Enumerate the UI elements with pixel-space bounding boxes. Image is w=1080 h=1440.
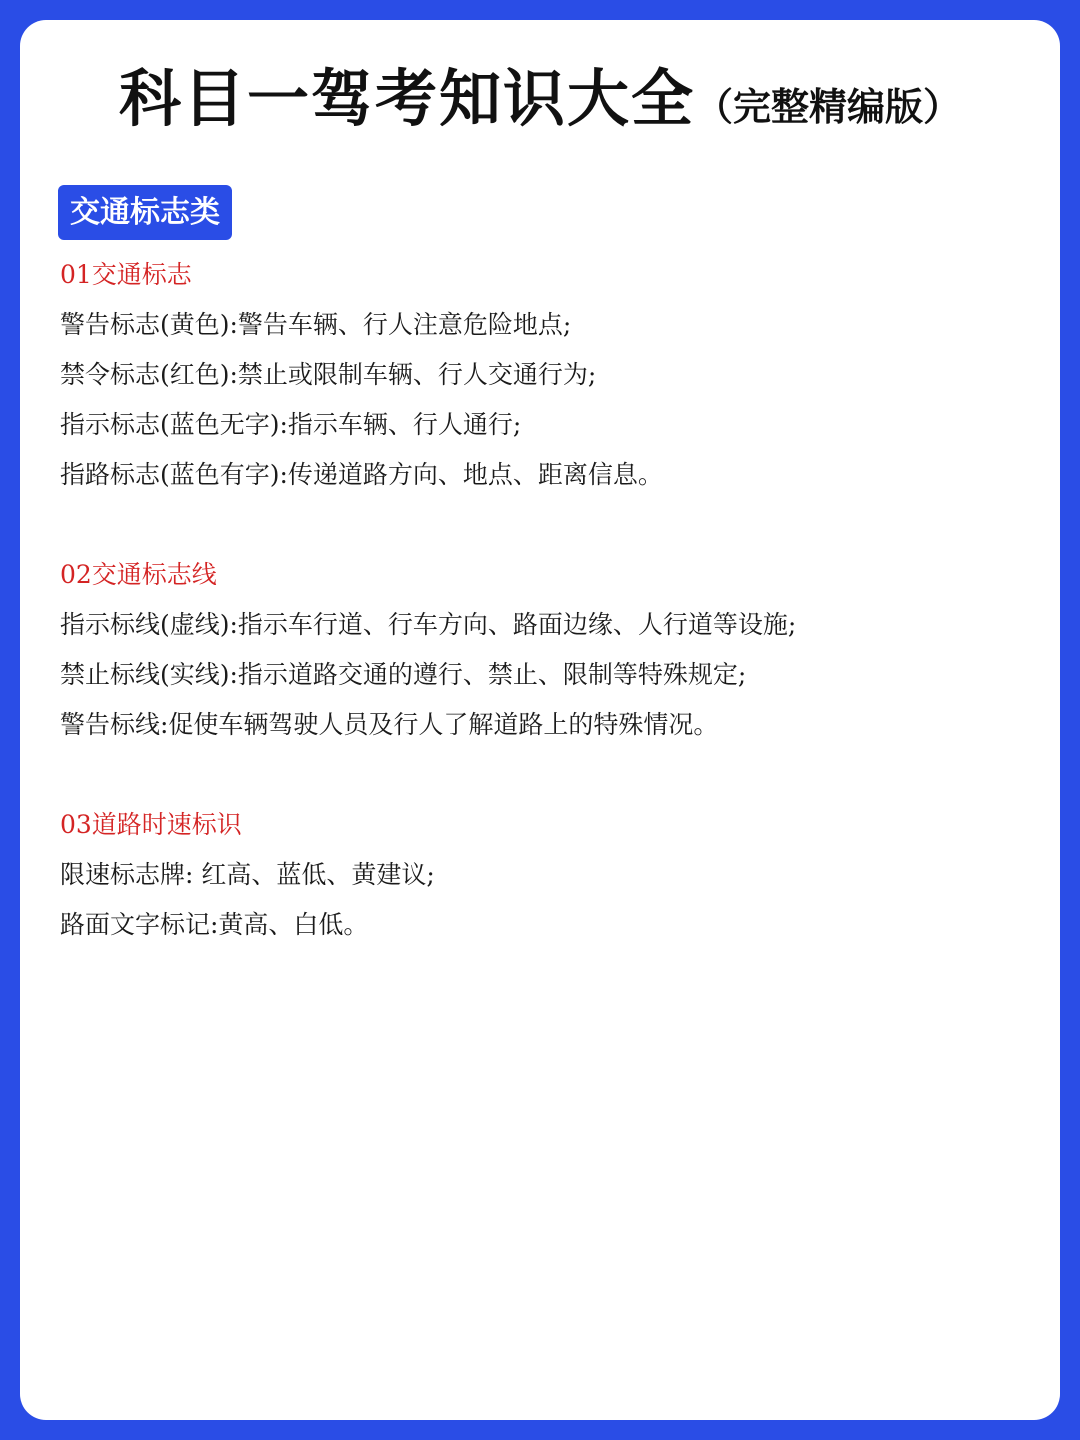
list-item: 指示标志(蓝色无字):指示车辆、行人通行; (60, 410, 522, 439)
section-traffic-signs (60, 250, 1030, 500)
list-item: 禁令标志(红色):禁止或限制车辆、行人交通行为; (60, 360, 597, 389)
section-heading: 01交通标志 (60, 260, 192, 289)
title-subtitle: （完整精编版） (695, 85, 962, 129)
list-item: 禁止标线(实线):指示道路交通的遵行、禁止、限制等特殊规定; (60, 660, 747, 689)
section-traffic-markings (60, 550, 1030, 750)
section-heading: 02交通标志线 (60, 560, 217, 589)
category-badge: 交通标志类 (58, 185, 232, 240)
section-speed-markings (60, 800, 1030, 950)
content-card (20, 20, 1060, 1420)
section-heading: 03道路时速标识 (60, 810, 242, 839)
title-main: 科目一驾考知识大全 (118, 62, 695, 135)
list-item: 路面文字标记:黄高、白低。 (60, 910, 369, 939)
page-title (20, 62, 1060, 135)
list-item: 指路标志(蓝色有字):传递道路方向、地点、距离信息。 (60, 460, 663, 489)
content-body (60, 250, 1030, 950)
list-item: 指示标线(虚线):指示车行道、行车方向、路面边缘、人行道等设施; (60, 610, 797, 639)
list-item: 警告标线:促使车辆驾驶人员及行人了解道路上的特殊情况。 (60, 710, 719, 739)
list-item: 警告标志(黄色):警告车辆、行人注意危险地点; (60, 310, 572, 339)
list-item: 限速标志牌: 红高、蓝低、黄建议; (60, 860, 435, 889)
